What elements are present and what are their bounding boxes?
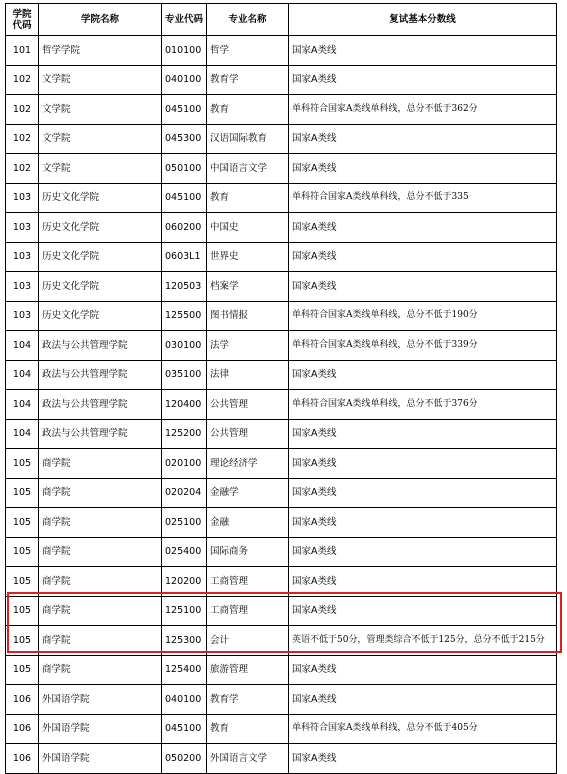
major-name-cell: 教育学 (207, 65, 289, 95)
major-code-cell: 010100 (162, 36, 207, 66)
college-code-cell: 105 (6, 655, 39, 685)
score-line-cell: 国家A类线 (289, 360, 557, 390)
college-name-cell: 政法与公共管理学院 (39, 360, 162, 390)
major-name-cell: 金融 (207, 508, 289, 538)
college-code-cell: 105 (6, 449, 39, 479)
college-name-cell: 商学院 (39, 655, 162, 685)
college-code-cell: 103 (6, 301, 39, 331)
major-code-cell: 125200 (162, 419, 207, 449)
table-row (6, 272, 557, 302)
college-name-cell: 外国语学院 (39, 714, 162, 744)
major-name-cell: 会计 (207, 626, 289, 656)
college-name-cell: 哲学学院 (39, 36, 162, 66)
score-line-cell: 国家A类线 (289, 655, 557, 685)
table-row (6, 65, 557, 95)
college-name-cell: 商学院 (39, 478, 162, 508)
major-name-cell: 教育 (207, 95, 289, 125)
college-name-cell: 历史文化学院 (39, 183, 162, 213)
table-row (6, 390, 557, 420)
major-name-cell: 法律 (207, 360, 289, 390)
table-row (6, 567, 557, 597)
table-row (6, 213, 557, 243)
score-line-cell: 国家A类线 (289, 154, 557, 184)
major-name-cell: 哲学 (207, 36, 289, 66)
score-line-cell: 单科符合国家A类线单科线，总分不低于405分 (289, 714, 557, 744)
college-name-cell: 商学院 (39, 449, 162, 479)
score-line-cell: 国家A类线 (289, 567, 557, 597)
college-code-cell: 104 (6, 331, 39, 361)
college-code-cell: 102 (6, 154, 39, 184)
table-row (6, 183, 557, 213)
college-code-cell: 106 (6, 744, 39, 774)
major-code-cell: 045100 (162, 95, 207, 125)
college-name-cell: 文学院 (39, 95, 162, 125)
major-code-cell: 060200 (162, 213, 207, 243)
major-code-cell: 125400 (162, 655, 207, 685)
college-name-cell: 外国语学院 (39, 744, 162, 774)
score-line-cell: 国家A类线 (289, 272, 557, 302)
score-line-cell: 单科符合国家A类线单科线，总分不低于190分 (289, 301, 557, 331)
college-code-cell: 104 (6, 390, 39, 420)
table-row (6, 626, 557, 656)
header-major-name: 专业名称 (207, 4, 289, 36)
table-row (6, 36, 557, 66)
table-row (6, 478, 557, 508)
major-code-cell: 125300 (162, 626, 207, 656)
score-line-cell: 国家A类线 (289, 744, 557, 774)
table-row (6, 449, 557, 479)
major-code-cell: 125500 (162, 301, 207, 331)
college-code-cell: 103 (6, 272, 39, 302)
table-row (6, 419, 557, 449)
table-row (6, 537, 557, 567)
header-college-name: 学院名称 (39, 4, 162, 36)
score-line-cell: 国家A类线 (289, 596, 557, 626)
score-line-cell: 国家A类线 (289, 36, 557, 66)
major-code-cell: 020100 (162, 449, 207, 479)
college-code-cell: 103 (6, 213, 39, 243)
major-code-cell: 0603L1 (162, 242, 207, 272)
college-code-cell: 103 (6, 242, 39, 272)
score-line-cell: 国家A类线 (289, 65, 557, 95)
college-code-cell: 105 (6, 626, 39, 656)
score-line-cell: 国家A类线 (289, 449, 557, 479)
college-name-cell: 政法与公共管理学院 (39, 419, 162, 449)
major-code-cell: 120503 (162, 272, 207, 302)
college-code-cell: 105 (6, 567, 39, 597)
score-line-cell: 国家A类线 (289, 537, 557, 567)
major-name-cell: 汉语国际教育 (207, 124, 289, 154)
table-row (6, 242, 557, 272)
major-name-cell: 教育 (207, 183, 289, 213)
table-row (6, 596, 557, 626)
college-name-cell: 历史文化学院 (39, 301, 162, 331)
college-code-cell: 105 (6, 537, 39, 567)
major-code-cell: 025400 (162, 537, 207, 567)
college-name-cell: 商学院 (39, 596, 162, 626)
score-line-cell: 国家A类线 (289, 242, 557, 272)
major-name-cell: 外国语言文学 (207, 744, 289, 774)
score-line-cell: 国家A类线 (289, 508, 557, 538)
major-code-cell: 035100 (162, 360, 207, 390)
college-code-cell: 105 (6, 596, 39, 626)
table-row (6, 154, 557, 184)
college-name-cell: 外国语学院 (39, 685, 162, 715)
college-code-cell: 102 (6, 65, 39, 95)
table-row (6, 685, 557, 715)
major-name-cell: 教育 (207, 714, 289, 744)
college-code-cell: 105 (6, 478, 39, 508)
college-name-cell: 历史文化学院 (39, 213, 162, 243)
table-row (6, 655, 557, 685)
college-code-cell: 106 (6, 714, 39, 744)
college-code-cell: 106 (6, 685, 39, 715)
college-name-cell: 文学院 (39, 154, 162, 184)
college-name-cell: 政法与公共管理学院 (39, 331, 162, 361)
major-name-cell: 中国史 (207, 213, 289, 243)
score-line-cell: 国家A类线 (289, 685, 557, 715)
score-line-cell: 单科符合国家A类线单科线，总分不低于376分 (289, 390, 557, 420)
college-name-cell: 文学院 (39, 124, 162, 154)
table-row (6, 331, 557, 361)
major-code-cell: 025100 (162, 508, 207, 538)
score-line-cell: 单科符合国家A类线单科线，总分不低于339分 (289, 331, 557, 361)
major-name-cell: 旅游管理 (207, 655, 289, 685)
major-code-cell: 120200 (162, 567, 207, 597)
score-line-cell: 英语不低于50分，管理类综合不低于125分，总分不低于215分 (289, 626, 557, 656)
major-name-cell: 档案学 (207, 272, 289, 302)
table-row (6, 744, 557, 774)
major-name-cell: 国际商务 (207, 537, 289, 567)
header-college-code: 学院代码 (6, 4, 39, 36)
header-major-code: 专业代码 (162, 4, 207, 36)
score-table (5, 3, 557, 774)
college-name-cell: 商学院 (39, 508, 162, 538)
table-row (6, 301, 557, 331)
college-name-cell: 商学院 (39, 626, 162, 656)
score-line-cell: 国家A类线 (289, 419, 557, 449)
header-score-line: 复试基本分数线 (289, 4, 557, 36)
college-name-cell: 文学院 (39, 65, 162, 95)
college-code-cell: 105 (6, 508, 39, 538)
major-name-cell: 公共管理 (207, 419, 289, 449)
major-code-cell: 045100 (162, 183, 207, 213)
table-row (6, 360, 557, 390)
table-header-row (6, 4, 557, 36)
major-code-cell: 125100 (162, 596, 207, 626)
major-code-cell: 030100 (162, 331, 207, 361)
major-code-cell: 045100 (162, 714, 207, 744)
major-name-cell: 教育学 (207, 685, 289, 715)
table-row (6, 95, 557, 125)
major-code-cell: 120400 (162, 390, 207, 420)
major-name-cell: 理论经济学 (207, 449, 289, 479)
major-code-cell: 040100 (162, 65, 207, 95)
college-name-cell: 商学院 (39, 537, 162, 567)
college-code-cell: 102 (6, 124, 39, 154)
college-code-cell: 102 (6, 95, 39, 125)
major-name-cell: 公共管理 (207, 390, 289, 420)
major-name-cell: 中国语言文学 (207, 154, 289, 184)
major-name-cell: 图书情报 (207, 301, 289, 331)
major-code-cell: 020204 (162, 478, 207, 508)
college-name-cell: 商学院 (39, 567, 162, 597)
major-name-cell: 工商管理 (207, 567, 289, 597)
score-line-cell: 单科符合国家A类线单科线，总分不低于362分 (289, 95, 557, 125)
table-row (6, 714, 557, 744)
table-row (6, 124, 557, 154)
major-code-cell: 050100 (162, 154, 207, 184)
table-row (6, 508, 557, 538)
college-code-cell: 103 (6, 183, 39, 213)
college-code-cell: 104 (6, 419, 39, 449)
table-body (6, 36, 557, 774)
college-code-cell: 104 (6, 360, 39, 390)
major-code-cell: 050200 (162, 744, 207, 774)
college-name-cell: 历史文化学院 (39, 272, 162, 302)
score-line-cell: 单科符合国家A类线单科线，总分不低于335 (289, 183, 557, 213)
major-code-cell: 040100 (162, 685, 207, 715)
score-line-cell: 国家A类线 (289, 213, 557, 243)
college-name-cell: 历史文化学院 (39, 242, 162, 272)
major-code-cell: 045300 (162, 124, 207, 154)
score-line-cell: 国家A类线 (289, 478, 557, 508)
major-name-cell: 世界史 (207, 242, 289, 272)
major-name-cell: 法学 (207, 331, 289, 361)
college-name-cell: 政法与公共管理学院 (39, 390, 162, 420)
major-name-cell: 工商管理 (207, 596, 289, 626)
college-code-cell: 101 (6, 36, 39, 66)
score-line-cell: 国家A类线 (289, 124, 557, 154)
major-name-cell: 金融学 (207, 478, 289, 508)
